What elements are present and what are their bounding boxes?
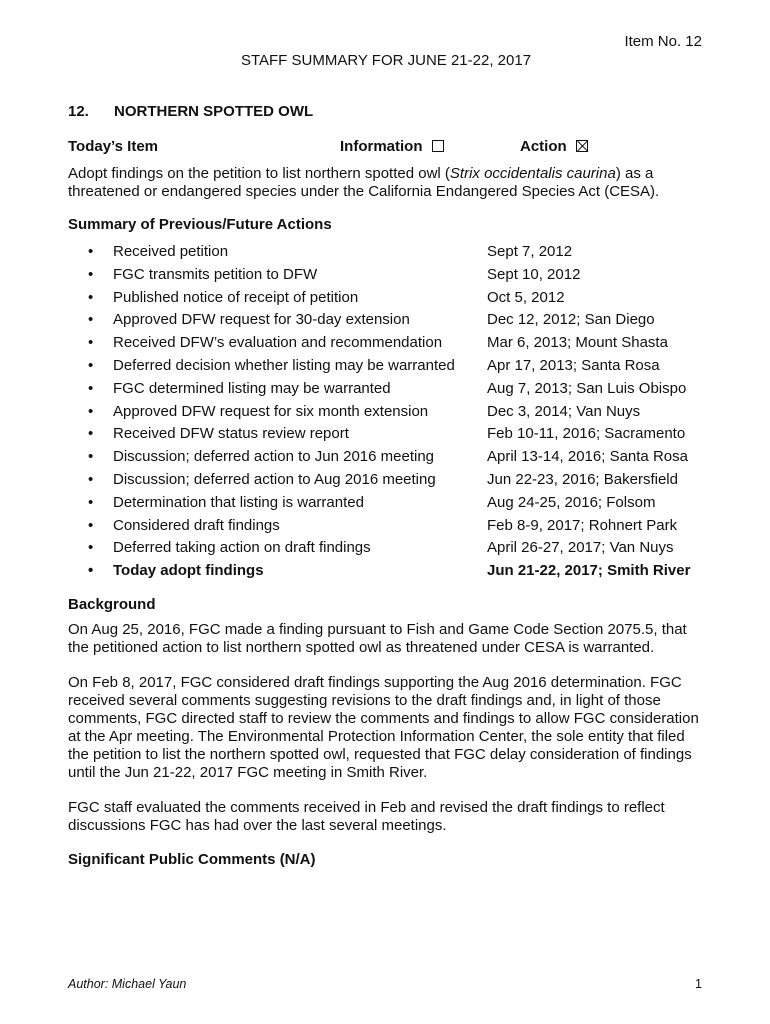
action-list-item — [68, 425, 704, 448]
action-date-text: Feb 10-11, 2016; Sacramento — [487, 425, 686, 443]
item-summary — [68, 165, 704, 201]
action-list-item — [68, 380, 704, 403]
bullet-icon: • — [88, 516, 94, 534]
action-date-text: Aug 7, 2013; San Luis Obispo — [487, 379, 687, 397]
action-list-item — [68, 243, 704, 266]
bullet-icon: • — [88, 311, 94, 329]
bullet-icon: • — [88, 448, 94, 466]
action-date-text: Feb 8-9, 2017; Rohnert Park — [487, 516, 678, 534]
footer-author: Author: Michael Yaun — [68, 977, 187, 991]
action-list-item — [68, 357, 704, 380]
action-list-item — [68, 539, 704, 562]
bullet-icon: • — [88, 243, 94, 260]
action-label-text: Approved DFW request for six month extension — [113, 402, 429, 420]
action-label-text: Discussion; deferred action to Aug 2016 meeting — [113, 470, 436, 488]
action-date-text: Dec 12, 2012; San Diego — [487, 311, 655, 329]
bullet-icon: • — [88, 379, 94, 397]
action-label-text: Received DFW status review report — [113, 425, 349, 443]
bullet-icon: • — [88, 425, 94, 443]
action-date-text: Dec 3, 2014; Van Nuys — [487, 402, 641, 420]
document-page — [68, 0, 704, 1024]
action-label-text: Received petition — [113, 243, 229, 260]
action-date-text: Sept 10, 2012 — [487, 265, 581, 283]
action-list-item — [68, 562, 704, 585]
information-checkbox[interactable] — [432, 140, 444, 152]
action-label-text: Today adopt findings — [113, 562, 264, 580]
action-list-item — [68, 311, 704, 334]
bullet-icon: • — [88, 334, 94, 352]
bullet-icon: • — [88, 539, 94, 557]
action-list-item — [68, 334, 704, 357]
action-label-text: Discussion; deferred action to Jun 2016 meeting — [113, 448, 435, 466]
action-label-text: Deferred taking action on draft findings — [113, 539, 371, 557]
action-date-text: Oct 5, 2012 — [487, 288, 565, 306]
bullet-icon: • — [88, 265, 94, 283]
action-list-item — [68, 403, 704, 426]
action-list-item — [68, 448, 704, 471]
action-label-text: Published notice of receipt of petition — [113, 288, 359, 306]
action-option — [520, 138, 588, 156]
background-paragraph-1: On Aug 25, 2016, FGC made a finding pursuant to Fish and Game Code Section 2075.5, that the petitioned action to list northern spotted owl as threatened under CESA is warranted. — [68, 621, 687, 656]
previous-actions-list — [68, 243, 704, 585]
action-date-text: April 13-14, 2016; Santa Rosa — [487, 448, 688, 466]
todays-item-label: Today’s Item — [68, 138, 159, 155]
section-number: 12. — [68, 103, 89, 120]
species-name: Strix occidentalis caurina — [449, 165, 616, 182]
background-heading: Background — [68, 596, 156, 613]
action-date-text: Sept 7, 2012 — [487, 243, 573, 260]
action-list-item — [68, 266, 704, 289]
bullet-icon: • — [88, 402, 94, 420]
section-title: NORTHERN SPOTTED OWL — [114, 103, 314, 120]
item-number: Item No. 12 — [624, 33, 702, 50]
public-comments-heading: Significant Public Comments (N/A) — [68, 851, 316, 868]
information-option — [340, 138, 444, 156]
action-label: Action — [520, 138, 567, 155]
action-label-text: Approved DFW request for 30-day extension — [113, 311, 410, 329]
action-checkbox[interactable] — [576, 140, 588, 152]
bullet-icon: • — [88, 493, 94, 511]
action-date-text: Jun 21-22, 2017; Smith River — [487, 562, 691, 580]
bullet-icon: • — [88, 562, 94, 580]
action-date-text: Mar 6, 2013; Mount Shasta — [487, 334, 668, 352]
todays-item-row — [68, 138, 704, 156]
action-date-text: Jun 22-23, 2016; Bakersfield — [487, 470, 678, 488]
summary-after: ) as a threatened or endangered species under the California Endangered Species Act (CESA). — [68, 165, 660, 200]
document-title: STAFF SUMMARY FOR JUNE 21-22, 2017 — [240, 52, 532, 69]
action-label-text: FGC determined listing may be warranted — [113, 379, 391, 397]
bullet-icon: • — [88, 288, 94, 306]
action-label-text: Determination that listing is warranted — [113, 493, 364, 511]
action-list-item — [68, 289, 704, 312]
previous-actions-heading: Summary of Previous/Future Actions — [68, 216, 332, 233]
action-date-text: Aug 24-25, 2016; Folsom — [487, 493, 656, 511]
page-number: 1 — [695, 977, 702, 991]
action-list-item — [68, 494, 704, 517]
action-label-text: FGC transmits petition to DFW — [113, 265, 318, 283]
action-list-item — [68, 471, 704, 494]
action-date-text: Apr 17, 2013; Santa Rosa — [487, 356, 660, 374]
background-paragraph-2: On Feb 8, 2017, FGC considered draft findings supporting the Aug 2016 determination. FGC received several comments suggesting revisions to the draft findings and, in light of those comments, FGC directed staff to review the comments and findings to allow FGC consideration at the Apr meeting. The Environmental Protection Information Center, the sole entity that filed the petition to list the northern spotted owl, requested that FGC delay consideration of findings until the Jun 21-22, 2017 FGC meeting in Smith River. — [68, 674, 699, 781]
action-label-text: Deferred decision whether listing may be warranted — [113, 356, 455, 374]
summary-before: Adopt findings on the petition to list northern spotted owl ( — [68, 165, 450, 182]
bullet-icon: • — [88, 470, 94, 488]
action-label-text: Received DFW’s evaluation and recommendation — [113, 334, 443, 352]
action-label-text: Considered draft findings — [113, 516, 280, 534]
information-label: Information — [340, 138, 423, 155]
action-list-item — [68, 517, 704, 540]
action-date-text: April 26-27, 2017; Van Nuys — [487, 539, 674, 557]
section-heading — [68, 103, 313, 121]
bullet-icon: • — [88, 356, 94, 374]
background-paragraph-3: FGC staff evaluated the comments received in Feb and revised the draft findings to reflect discussions FGC has had over the last several meetings. — [68, 799, 665, 834]
